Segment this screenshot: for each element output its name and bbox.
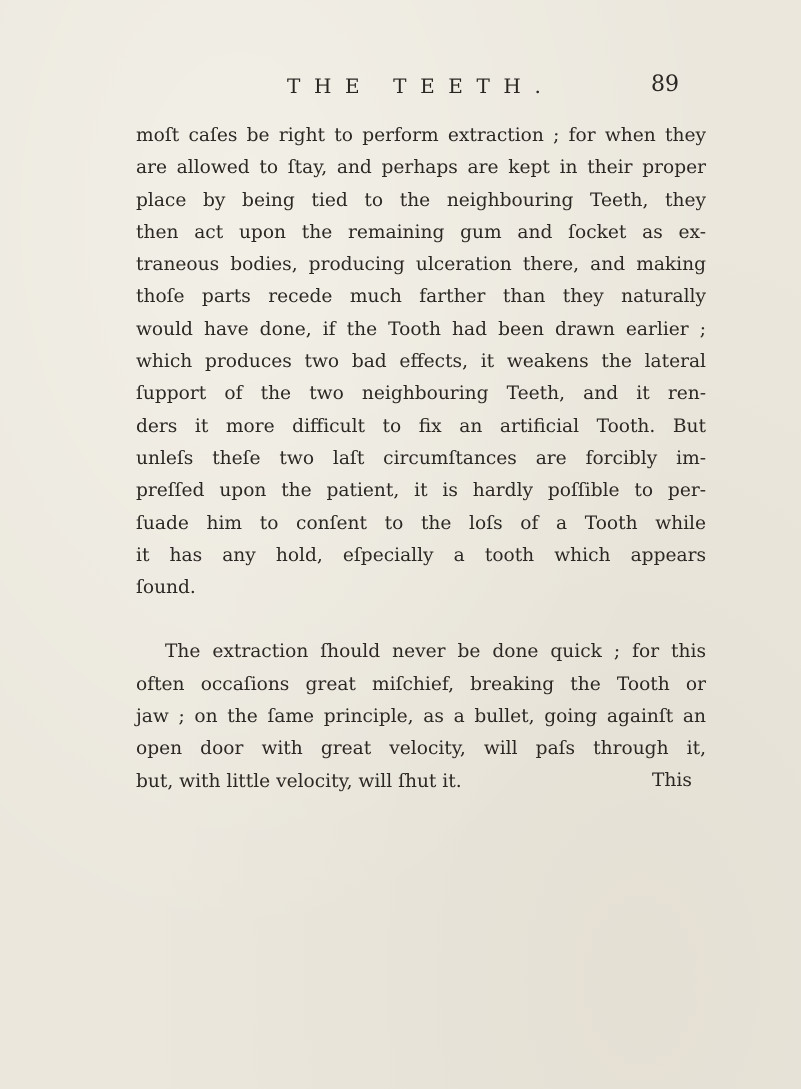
text-line: ders it more difficult to fix an artificial Tooth. But — [136, 415, 706, 437]
running-head: THE TEETH. — [287, 74, 555, 98]
body-text — [136, 120, 706, 798]
text-line: often occaſions great miſchief, breaking the Tooth or — [136, 673, 706, 695]
text-line: place by being tied to the neighbouring Teeth, they — [136, 189, 706, 211]
text-line: then act upon the remaining gum and ſocket as ex- — [136, 221, 706, 243]
text-line: The extraction ſhould never be done quick ; for this — [165, 641, 706, 663]
text-line: it has any hold, eſpecially a tooth which appears — [136, 544, 706, 566]
paragraph-2 — [136, 636, 706, 797]
text-line: would have done, if the Tooth had been drawn earlier ; — [136, 318, 706, 340]
text-line: ſuade him to conſent to the loſs of a Tooth while — [136, 512, 706, 534]
text-line: but, with little velocity, will ſhut it. — [136, 770, 462, 792]
text-line: thoſe parts recede much farther than they naturally — [136, 286, 706, 308]
text-line: moſt caſes be right to perform extraction ; for when they — [136, 125, 706, 146]
text-line: jaw ; on the ſame principle, as a bullet, going againſt an — [136, 706, 706, 728]
page-number: 89 — [651, 72, 679, 97]
text-line: open door with great velocity, will paſs through it, — [136, 738, 706, 760]
text-line: ſound. — [136, 577, 196, 599]
paragraph-1 — [136, 120, 706, 604]
text-line: are allowed to ſtay, and perhaps are kept in their proper — [136, 157, 706, 179]
paragraph-gap — [136, 604, 706, 636]
text-line: preſſed upon the patient, it is hardly poſſible to per- — [136, 480, 706, 502]
text-line: traneous bodies, producing ulceration there, and making — [136, 254, 706, 276]
catchword: This — [652, 770, 692, 791]
page-header — [0, 74, 801, 104]
text-line: ſupport of the two neighbouring Teeth, and it ren- — [136, 383, 706, 405]
text-line: which produces two bad effects, it weakens the lateral — [136, 351, 706, 373]
text-line: unleſs theſe two laſt circumſtances are forcibly im- — [136, 447, 706, 469]
